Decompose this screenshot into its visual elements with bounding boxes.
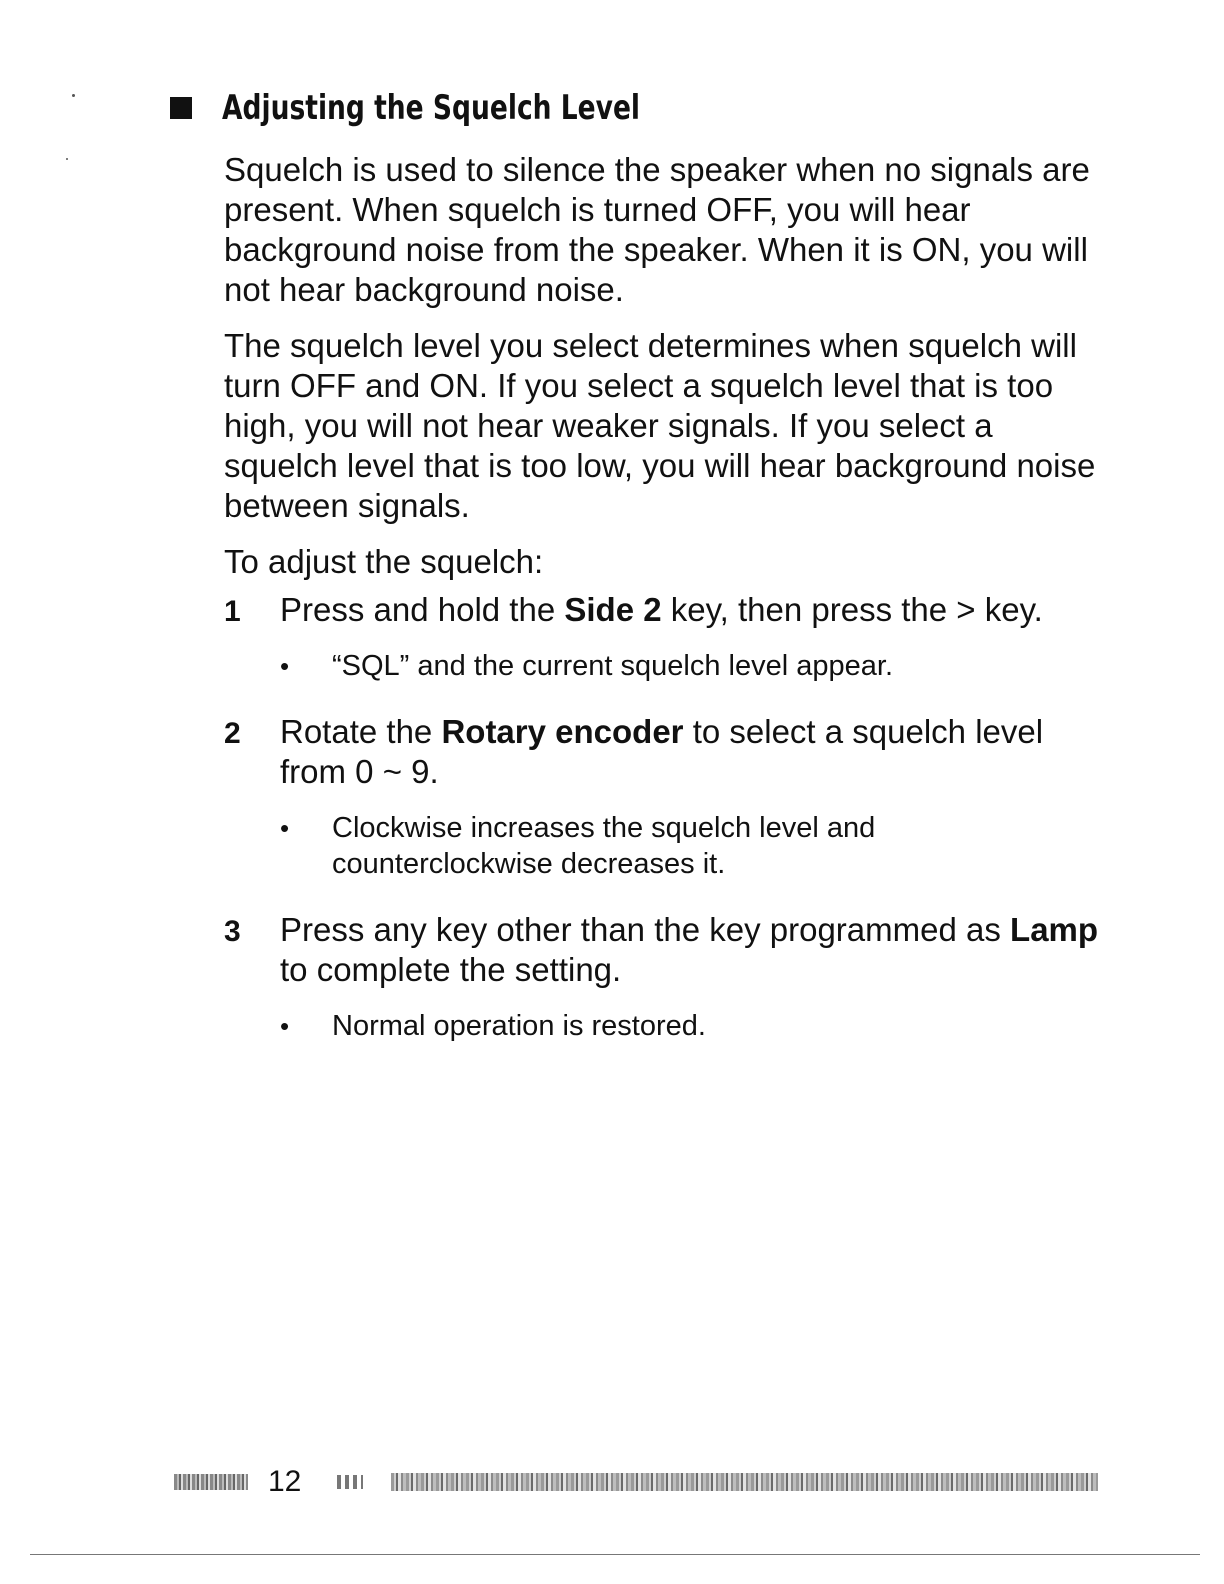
step-text-post: key, then press the > key.	[661, 591, 1043, 628]
footer-pattern-bar	[391, 1473, 1098, 1491]
step-item	[224, 712, 1104, 900]
bullet-icon: •	[280, 1011, 290, 1041]
section-heading-row	[170, 88, 758, 128]
section-heading: Adjusting the Squelch Level	[222, 88, 641, 128]
step-key-name: Rotary encoder	[441, 713, 684, 750]
step-text-post: to complete the setting.	[280, 951, 622, 988]
step-text-pre: Rotate the	[280, 713, 442, 750]
step-number: 2	[224, 717, 241, 750]
step-list	[224, 590, 1104, 1062]
step-note	[280, 810, 1104, 882]
step-note	[280, 648, 1104, 684]
step-item	[224, 590, 1104, 702]
step-note-text: “SQL” and the current squelch level appear.	[332, 650, 893, 682]
step-note-text: Clockwise increases the squelch level and counterclockwise decreases it.	[332, 812, 876, 880]
footer-pattern-mid	[337, 1475, 363, 1489]
step-text-pre: Press any key other than the key programmed as	[280, 911, 1011, 948]
bullet-icon: •	[280, 651, 290, 681]
step-number: 1	[224, 595, 241, 628]
bottom-rule	[30, 1554, 1200, 1555]
scan-speck	[66, 158, 68, 160]
step-key-name: Lamp	[1010, 911, 1099, 948]
step-number: 3	[224, 915, 241, 948]
step-key-name: Side 2	[564, 591, 662, 628]
step-note-text: Normal operation is restored.	[332, 1010, 706, 1042]
step-item	[224, 910, 1104, 1062]
step-body	[280, 712, 1104, 900]
bullet-icon: •	[280, 813, 290, 843]
section-square-icon	[170, 97, 192, 119]
step-text-pre: Press and hold the	[280, 591, 565, 628]
intro-paragraph: Squelch is used to silence the speaker when no signals are present. When squelch is turned OFF, you will hear background noise from the speaker. When it is ON, you will not hear background noise.	[224, 151, 1090, 308]
step-body	[280, 910, 1104, 1062]
step-text-post: to select a squelch level from 0 ~ 9.	[280, 713, 1044, 790]
footer-pattern-left	[174, 1474, 248, 1490]
page-number: 12	[268, 1465, 302, 1498]
step-text	[280, 910, 1104, 990]
step-text	[280, 590, 1104, 630]
section-body	[224, 150, 1104, 1072]
level-paragraph: The squelch level you select determines when squelch will turn OFF and ON. If you select a squelch level that is too high, you will not hear weaker signals. If you select a squelch level that is too low, you will hear background noise between signals.	[224, 327, 1096, 524]
page-footer	[174, 1462, 1098, 1502]
step-body	[280, 590, 1104, 702]
scan-speck	[72, 94, 75, 97]
step-text	[280, 712, 1104, 792]
instructions-lead: To adjust the squelch:	[224, 543, 544, 580]
step-note	[280, 1008, 1104, 1044]
